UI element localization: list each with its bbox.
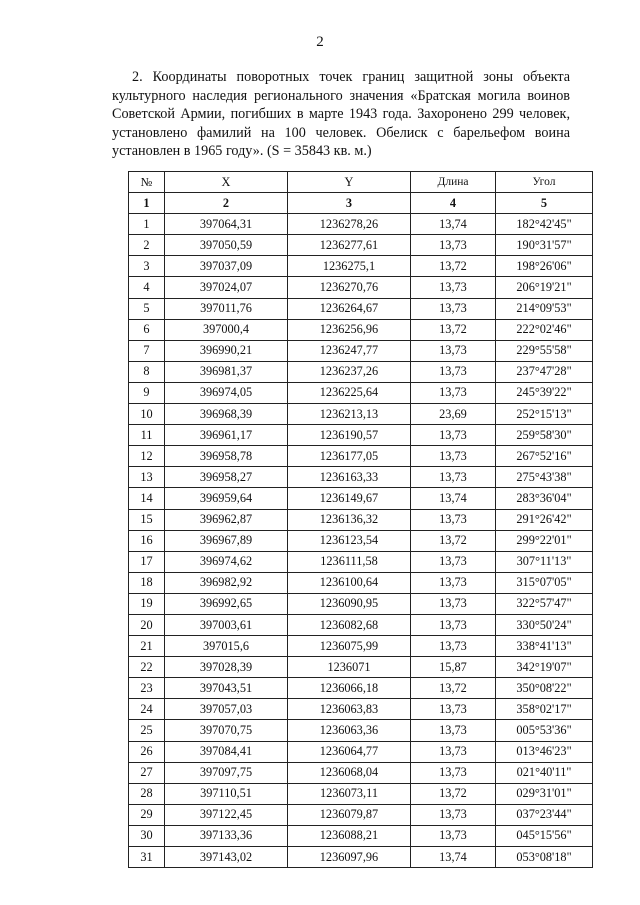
- point-number: 5: [129, 298, 165, 319]
- table-row: [129, 847, 593, 868]
- segment-length: 13,74: [411, 214, 496, 235]
- point-number: 20: [129, 614, 165, 635]
- point-number: 23: [129, 678, 165, 699]
- direction-angle: 222°02'46": [496, 319, 593, 340]
- table-row: [129, 804, 593, 825]
- table-row: [129, 678, 593, 699]
- intro-paragraph: [112, 68, 570, 161]
- direction-angle: 005°53'36": [496, 720, 593, 741]
- point-number: 3: [129, 256, 165, 277]
- table-row: [129, 636, 593, 657]
- y-coordinate: 1236163,33: [288, 467, 411, 488]
- table-row: [129, 235, 593, 256]
- column-number: 3: [288, 193, 411, 214]
- y-coordinate: 1236247,77: [288, 340, 411, 361]
- x-coordinate: 397003,61: [165, 614, 288, 635]
- point-number: 14: [129, 488, 165, 509]
- x-coordinate: 397050,59: [165, 235, 288, 256]
- point-number: 18: [129, 572, 165, 593]
- x-coordinate: 397037,09: [165, 256, 288, 277]
- segment-length: 15,87: [411, 657, 496, 678]
- direction-angle: 182°42'45": [496, 214, 593, 235]
- segment-length: 13,73: [411, 382, 496, 403]
- x-coordinate: 396959,64: [165, 488, 288, 509]
- direction-angle: 245°39'22": [496, 382, 593, 403]
- x-coordinate: 396982,92: [165, 572, 288, 593]
- header-length: Длина: [411, 172, 496, 193]
- x-coordinate: 396981,37: [165, 361, 288, 382]
- direction-angle: 259°58'30": [496, 425, 593, 446]
- point-number: 10: [129, 404, 165, 425]
- segment-length: 13,73: [411, 509, 496, 530]
- point-number: 2: [129, 235, 165, 256]
- table-row: [129, 340, 593, 361]
- segment-length: 13,73: [411, 593, 496, 614]
- table-row: [129, 425, 593, 446]
- direction-angle: 342°19'07": [496, 657, 593, 678]
- y-coordinate: 1236063,36: [288, 720, 411, 741]
- direction-angle: 283°36'04": [496, 488, 593, 509]
- point-number: 28: [129, 783, 165, 804]
- segment-length: 13,73: [411, 762, 496, 783]
- table-row: [129, 404, 593, 425]
- point-number: 12: [129, 446, 165, 467]
- x-coordinate: 397028,39: [165, 657, 288, 678]
- direction-angle: 037°23'44": [496, 804, 593, 825]
- y-coordinate: 1236213,13: [288, 404, 411, 425]
- segment-length: 13,74: [411, 488, 496, 509]
- point-number: 8: [129, 361, 165, 382]
- segment-length: 13,72: [411, 678, 496, 699]
- page-number: 2: [316, 34, 324, 50]
- segment-length: 13,73: [411, 340, 496, 361]
- direction-angle: 322°57'47": [496, 593, 593, 614]
- point-number: 24: [129, 699, 165, 720]
- segment-length: 13,73: [411, 235, 496, 256]
- table-row: [129, 657, 593, 678]
- direction-angle: 299°22'01": [496, 530, 593, 551]
- point-number: 17: [129, 551, 165, 572]
- header-x: X: [165, 172, 288, 193]
- segment-length: 13,73: [411, 804, 496, 825]
- segment-length: 13,73: [411, 425, 496, 446]
- direction-angle: 214°09'53": [496, 298, 593, 319]
- point-number: 11: [129, 425, 165, 446]
- table-row: [129, 614, 593, 635]
- y-coordinate: 1236278,26: [288, 214, 411, 235]
- table-row: [129, 319, 593, 340]
- y-coordinate: 1236079,87: [288, 804, 411, 825]
- y-coordinate: 1236177,05: [288, 446, 411, 467]
- y-coordinate: 1236237,26: [288, 361, 411, 382]
- direction-angle: 198°26'06": [496, 256, 593, 277]
- direction-angle: 275°43'38": [496, 467, 593, 488]
- x-coordinate: 397057,03: [165, 699, 288, 720]
- direction-angle: 315°07'05": [496, 572, 593, 593]
- y-coordinate: 1236111,58: [288, 551, 411, 572]
- table-row: [129, 699, 593, 720]
- y-coordinate: 1236256,96: [288, 319, 411, 340]
- table-row: [129, 825, 593, 846]
- y-coordinate: 1236264,67: [288, 298, 411, 319]
- table-header-row: [129, 172, 593, 193]
- table-row: [129, 382, 593, 403]
- x-coordinate: 396974,62: [165, 551, 288, 572]
- column-number: 4: [411, 193, 496, 214]
- table-row: [129, 762, 593, 783]
- column-number: 5: [496, 193, 593, 214]
- table-row: [129, 572, 593, 593]
- x-coordinate: 396974,05: [165, 382, 288, 403]
- table-row: [129, 488, 593, 509]
- y-coordinate: 1236225,64: [288, 382, 411, 403]
- x-coordinate: 397015,6: [165, 636, 288, 657]
- segment-length: 13,74: [411, 847, 496, 868]
- header-y: Y: [288, 172, 411, 193]
- direction-angle: 350°08'22": [496, 678, 593, 699]
- direction-angle: 338°41'13": [496, 636, 593, 657]
- direction-angle: 237°47'28": [496, 361, 593, 382]
- x-coordinate: 397000,4: [165, 319, 288, 340]
- x-coordinate: 396958,27: [165, 467, 288, 488]
- table-row: [129, 298, 593, 319]
- segment-length: 13,73: [411, 614, 496, 635]
- y-coordinate: 1236071: [288, 657, 411, 678]
- table-row: [129, 467, 593, 488]
- point-number: 30: [129, 825, 165, 846]
- x-coordinate: 397024,07: [165, 277, 288, 298]
- x-coordinate: 397070,75: [165, 720, 288, 741]
- point-number: 21: [129, 636, 165, 657]
- table-row: [129, 277, 593, 298]
- table-row: [129, 446, 593, 467]
- y-coordinate: 1236275,1: [288, 256, 411, 277]
- point-number: 26: [129, 741, 165, 762]
- x-coordinate: 396992,65: [165, 593, 288, 614]
- y-coordinate: 1236270,76: [288, 277, 411, 298]
- x-coordinate: 397084,41: [165, 741, 288, 762]
- table-body: [129, 214, 593, 868]
- y-coordinate: 1236097,96: [288, 847, 411, 868]
- y-coordinate: 1236064,77: [288, 741, 411, 762]
- direction-angle: 021°40'11": [496, 762, 593, 783]
- table-row: [129, 530, 593, 551]
- point-number: 25: [129, 720, 165, 741]
- table-row: [129, 783, 593, 804]
- table-row: [129, 720, 593, 741]
- intro-text: 2. Координаты поворотных точек границ защитной зоны объекта культурного наследия регионального значения «Братская могила воинов Советской Армии, погибших в марте 1943 года. Захоронено 299 человек, установлено фамилий на 100 человек. Обелиск с барельефом воина установлен в 1965 году». (S = 35843 кв. м.): [112, 69, 570, 159]
- x-coordinate: 396967,89: [165, 530, 288, 551]
- segment-length: 13,72: [411, 256, 496, 277]
- x-coordinate: 396958,78: [165, 446, 288, 467]
- point-number: 31: [129, 847, 165, 868]
- direction-angle: 206°19'21": [496, 277, 593, 298]
- segment-length: 13,73: [411, 446, 496, 467]
- segment-length: 13,73: [411, 636, 496, 657]
- x-coordinate: 397122,45: [165, 804, 288, 825]
- point-number: 22: [129, 657, 165, 678]
- direction-angle: 358°02'17": [496, 699, 593, 720]
- x-coordinate: 396968,39: [165, 404, 288, 425]
- segment-length: 13,72: [411, 783, 496, 804]
- y-coordinate: 1236190,57: [288, 425, 411, 446]
- y-coordinate: 1236075,99: [288, 636, 411, 657]
- point-number: 29: [129, 804, 165, 825]
- segment-length: 13,73: [411, 298, 496, 319]
- direction-angle: 053°08'18": [496, 847, 593, 868]
- y-coordinate: 1236073,11: [288, 783, 411, 804]
- segment-length: 13,73: [411, 277, 496, 298]
- direction-angle: 330°50'24": [496, 614, 593, 635]
- point-number: 27: [129, 762, 165, 783]
- x-coordinate: 397110,51: [165, 783, 288, 804]
- direction-angle: 267°52'16": [496, 446, 593, 467]
- point-number: 1: [129, 214, 165, 235]
- y-coordinate: 1236082,68: [288, 614, 411, 635]
- point-number: 16: [129, 530, 165, 551]
- x-coordinate: 397064,31: [165, 214, 288, 235]
- y-coordinate: 1236090,95: [288, 593, 411, 614]
- table-row: [129, 551, 593, 572]
- segment-length: 13,73: [411, 825, 496, 846]
- point-number: 6: [129, 319, 165, 340]
- segment-length: 23,69: [411, 404, 496, 425]
- segment-length: 13,73: [411, 551, 496, 572]
- y-coordinate: 1236100,64: [288, 572, 411, 593]
- point-number: 4: [129, 277, 165, 298]
- x-coordinate: 397043,51: [165, 678, 288, 699]
- y-coordinate: 1236066,18: [288, 678, 411, 699]
- x-coordinate: 396961,17: [165, 425, 288, 446]
- segment-length: 13,73: [411, 699, 496, 720]
- direction-angle: 029°31'01": [496, 783, 593, 804]
- direction-angle: 291°26'42": [496, 509, 593, 530]
- segment-length: 13,72: [411, 319, 496, 340]
- coordinates-table: [128, 171, 593, 868]
- segment-length: 13,73: [411, 741, 496, 762]
- x-coordinate: 396990,21: [165, 340, 288, 361]
- y-coordinate: 1236063,83: [288, 699, 411, 720]
- column-number: 1: [129, 193, 165, 214]
- table-row: [129, 214, 593, 235]
- table-row: [129, 509, 593, 530]
- y-coordinate: 1236088,21: [288, 825, 411, 846]
- x-coordinate: 397143,02: [165, 847, 288, 868]
- point-number: 15: [129, 509, 165, 530]
- segment-length: 13,73: [411, 467, 496, 488]
- direction-angle: 013°46'23": [496, 741, 593, 762]
- y-coordinate: 1236136,32: [288, 509, 411, 530]
- x-coordinate: 397133,36: [165, 825, 288, 846]
- table-row: [129, 361, 593, 382]
- point-number: 7: [129, 340, 165, 361]
- segment-length: 13,72: [411, 530, 496, 551]
- header-angle: Угол: [496, 172, 593, 193]
- y-coordinate: 1236068,04: [288, 762, 411, 783]
- x-coordinate: 397097,75: [165, 762, 288, 783]
- header-number: №: [129, 172, 165, 193]
- y-coordinate: 1236277,61: [288, 235, 411, 256]
- column-number: 2: [165, 193, 288, 214]
- segment-length: 13,73: [411, 572, 496, 593]
- y-coordinate: 1236149,67: [288, 488, 411, 509]
- y-coordinate: 1236123,54: [288, 530, 411, 551]
- direction-angle: 252°15'13": [496, 404, 593, 425]
- direction-angle: 307°11'13": [496, 551, 593, 572]
- column-numbers-row: [129, 193, 593, 214]
- x-coordinate: 397011,76: [165, 298, 288, 319]
- segment-length: 13,73: [411, 361, 496, 382]
- direction-angle: 229°55'58": [496, 340, 593, 361]
- direction-angle: 190°31'57": [496, 235, 593, 256]
- point-number: 9: [129, 382, 165, 403]
- table-row: [129, 256, 593, 277]
- table-row: [129, 741, 593, 762]
- x-coordinate: 396962,87: [165, 509, 288, 530]
- direction-angle: 045°15'56": [496, 825, 593, 846]
- point-number: 19: [129, 593, 165, 614]
- segment-length: 13,73: [411, 720, 496, 741]
- table-row: [129, 593, 593, 614]
- point-number: 13: [129, 467, 165, 488]
